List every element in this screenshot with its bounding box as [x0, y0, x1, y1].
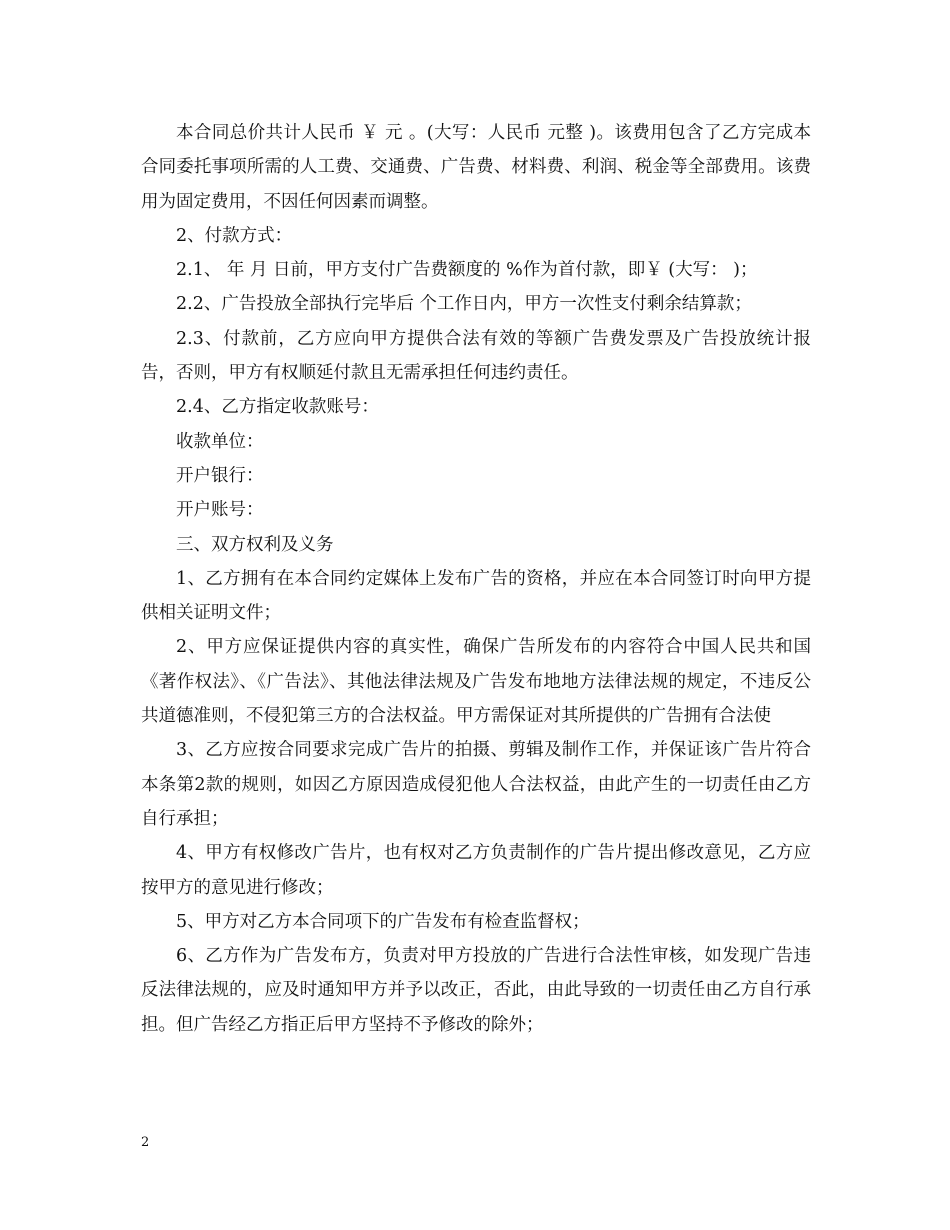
paragraph-total-price: 本合同总价共计人民币 ￥ 元 。(大写：人民币 元整 )。该费用包含了乙方完成本合同委托事项所需的人工费、交通费、广告费、材料费、利润、税金等全部费用。该费用为固定费用，不因任何因素而调整。 — [141, 123, 811, 212]
paragraph-payment-2-4: 2.4、乙方指定收款账号： — [176, 397, 379, 418]
paragraph-obligation-4: 4、甲方有权修改广告片，也有权对乙方负责制作的广告片提出修改意见，乙方应按甲方的意见进行修改； — [141, 843, 811, 898]
paragraph-obligation-1: 1、乙方拥有在本合同约定媒体上发布广告的资格，并应在本合同签订时向甲方提供相关证明文件； — [141, 568, 811, 624]
page-number: 2 — [141, 1135, 150, 1150]
paragraph-obligation-5: 5、甲方对乙方本合同项下的广告发布有检查监督权； — [176, 911, 590, 932]
paragraph-payment-2-2: 2.2、广告投放全部执行完毕后 个工作日内，甲方一次性支付剩余结算款； — [176, 294, 752, 315]
contract-body — [141, 116, 811, 1042]
paragraph-payee-unit: 收款单位： — [176, 431, 264, 452]
paragraph-obligation-2: 2、甲方应保证提供内容的真实性，确保广告所发布的内容符合中国人民共和国《著作权法》、《广告法》、其他法律法规及广告发布地地方法律法规的规定，不违反公共道德准则，不侵犯第三方的合法权益。甲方需保证对其所提供的广告拥有合法使 — [141, 637, 811, 727]
paragraph-payment-method-heading: 2、付款方式： — [176, 225, 293, 246]
paragraph-bank: 开户银行： — [176, 465, 264, 486]
paragraph-obligation-6: 6、乙方作为广告发布方，负责对甲方投放的广告进行合法性审核，如发现广告违反法律法规的，应及时通知甲方并予以改正，否此，由此导致的一切责任由乙方自行承担。但广告经乙方指正后甲方坚持不予修改的除外； — [141, 946, 811, 1035]
paragraph-payment-2-1: 2.1、 年 月 日前，甲方支付广告费额度的 %作为首付款，即￥ (大写： )； — [176, 260, 758, 281]
section-heading-rights-obligations: 三、双方权利及义务 — [176, 534, 334, 555]
paragraph-payment-2-3: 2.3、付款前，乙方应向甲方提供合法有效的等额广告费发票及广告投放统计报告，否则，甲方有权顺延付款且无需承担任何违约责任。 — [141, 328, 811, 384]
paragraph-account-number: 开户账号： — [176, 500, 264, 521]
paragraph-obligation-3: 3、乙方应按合同要求完成广告片的拍摄、剪辑及制作工作，并保证该广告片符合本条第2款的规则，如因乙方原因造成侵犯他人合法权益，由此产生的一切责任由乙方自行承担； — [141, 740, 811, 829]
